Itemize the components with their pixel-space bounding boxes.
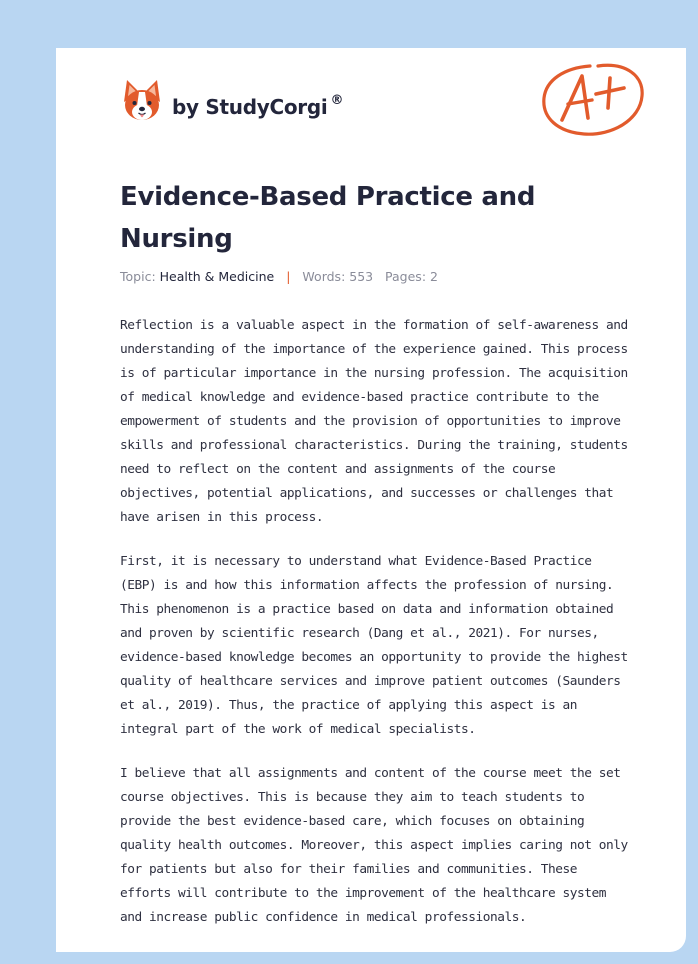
meta-separator: | [286, 269, 291, 284]
words-label: Words: [302, 269, 346, 284]
topic-link[interactable]: Health & Medicine [159, 269, 275, 284]
topic-label: Topic: [120, 269, 156, 284]
registered-mark: ® [330, 93, 344, 108]
pages-value: 2 [430, 269, 438, 284]
pages-label: Pages: [385, 269, 427, 284]
article-body [120, 314, 634, 950]
document-page [56, 48, 686, 952]
brand-name [172, 93, 343, 119]
paragraph: Reflection is a valuable aspect in the formation of self-awareness and understanding of the importance of the experience gained. This process is of particular importance in the nursing profession. The acquisition of medical knowledge and evidence-based practice contribute to the empowerment of students and the provision of opportunities to improve skills and professional characteristics. During the training, students need to reflect on the content and assignments of the course objectives, potential applications, and successes or challenges that have arisen in this process. [120, 318, 628, 525]
paragraph: I believe that all assignments and content of the course meet the set course objectives. This is because they aim to teach students to provide the best evidence-based care, which focuses on obtaining quality health outcomes. Moreover, this aspect implies caring not only for patients but also for their families and communities. These efforts will contribute to the improvement of the healthcare system and increase public confidence in medical professionals. [120, 766, 628, 925]
paragraph: First, it is necessary to understand what Evidence-Based Practice (EBP) is and how this information affects the profession of nursing. This phenomenon is a practice based on data and information obtained and proven by scientific research (Dang et al., 2021). For nurses, evidence-based knowledge becomes an opportunity to provide the highest quality of healthcare services and improve patient outcomes (Saunders et al., 2019). Thus, the practice of applying this aspect is an integral part of the work of medical specialists. [120, 554, 628, 737]
a-plus-grade-icon [538, 58, 648, 140]
article-meta [120, 269, 438, 284]
corgi-logo-icon [120, 78, 164, 126]
words-value: 553 [349, 269, 374, 284]
article-title: Evidence-Based Practice and Nursing [120, 182, 536, 254]
studycorgi-logo[interactable] [120, 76, 343, 128]
brand-name-text: by StudyCorgi [172, 95, 328, 119]
